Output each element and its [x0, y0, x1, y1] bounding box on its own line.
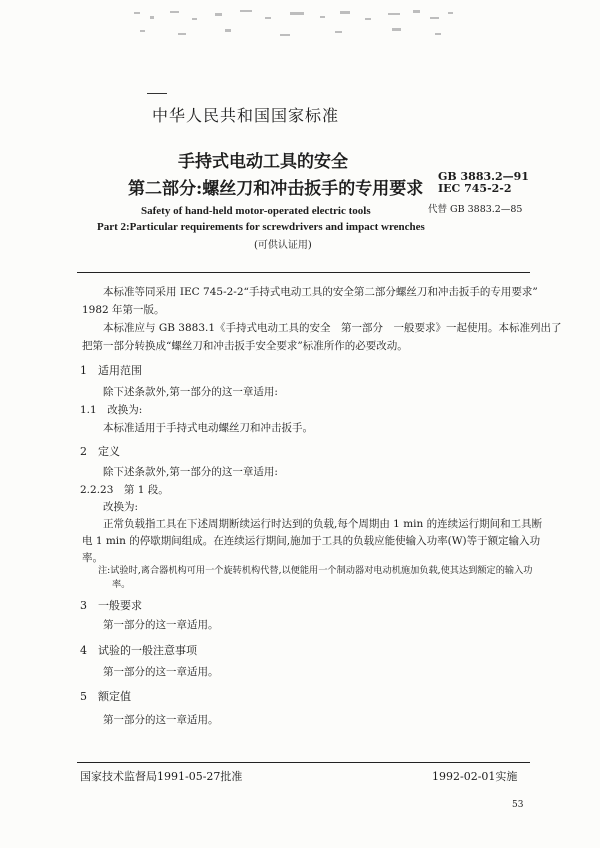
note-line1: 注:试验时,离合器机构可用一个旋转机构代替,以便能用一个制动器对电动机施加负载,使其达到额定的输入功 [98, 565, 533, 576]
title-en-line2: Part 2:Particular requirements for screwdrivers and impact wrenches [97, 221, 425, 233]
iec-code: IEC 745-2-2 [438, 182, 512, 195]
intro-p2-line1: 本标准应与 GB 3883.1《手持式电动工具的安全 第一部分 一般要求》一起使用。本标准列出了 [103, 322, 562, 334]
approval-date: 国家技术监督局1991-05-27批准 [80, 770, 243, 783]
certification-subtitle: (可供认证用) [254, 240, 312, 251]
clause-2-2-23-change: 改换为: [103, 501, 139, 513]
section-4-heading: 4 试验的一般注意事项 [80, 644, 197, 657]
definition-line3: 率。 [82, 552, 103, 564]
header-rule [77, 272, 530, 273]
implementation-date: 1992-02-01实施 [432, 770, 518, 783]
footer-rule [77, 762, 530, 763]
standard-name: 中华人民共和国国家标准 [152, 106, 340, 125]
clause-2-2-23: 2.2.23 第 1 段。 [80, 484, 169, 496]
intro-p1-line1: 本标准等同采用 IEC 745-2-2“手持式电动工具的安全第二部分螺丝刀和冲击扳手的专用要求” [103, 286, 538, 298]
page-number: 53 [512, 800, 524, 810]
note-line2: 率。 [112, 579, 131, 590]
definition-line2: 电 1 min 的停歇期间组成。在连续运行期间,施加于工具的负载应能使输入功率(W)等于额定输入功 [82, 535, 541, 547]
section-2-line: 除下述条款外,第一部分的这一章适用: [103, 466, 278, 478]
section-3-text: 第一部分的这一章适用。 [103, 619, 219, 631]
definition-line1: 正常负载指工具在下述周期断续运行时达到的负载,每个周期由 1 min 的连续运行期间和工具断 [103, 518, 543, 530]
section-5-text: 第一部分的这一章适用。 [103, 714, 219, 726]
clause-1-1: 1.1 改换为: [80, 404, 143, 416]
section-4-text: 第一部分的这一章适用。 [103, 666, 219, 678]
section-5-heading: 5 额定值 [80, 690, 131, 703]
title-en-line1: Safety of hand-held motor-operated electric tools [141, 205, 371, 217]
replaces-note: 代替 GB 3883.2—85 [428, 204, 523, 215]
intro-p2-line2: 把第一部分转换成“螺丝刀和冲击扳手安全要求”标准所作的必要改动。 [82, 340, 408, 352]
title-cn-line2: 第二部分:螺丝刀和冲击扳手的专用要求 [128, 179, 424, 199]
scan-noise [130, 6, 460, 54]
section-1-heading: 1 适用范围 [80, 364, 142, 377]
intro-p1-line2: 1982 年第一版。 [82, 304, 165, 316]
section-2-heading: 2 定义 [80, 445, 120, 458]
standard-codes [438, 171, 529, 195]
title-cn-line1: 手持式电动工具的安全 [178, 152, 348, 172]
clause-1-1-text: 本标准适用于手持式电动螺丝刀和冲击扳手。 [103, 422, 313, 434]
section-1-line: 除下述条款外,第一部分的这一章适用: [103, 386, 278, 398]
section-3-heading: 3 一般要求 [80, 599, 142, 612]
header-dash [147, 93, 167, 94]
gb-code: GB 3883.2—91 [438, 170, 529, 183]
